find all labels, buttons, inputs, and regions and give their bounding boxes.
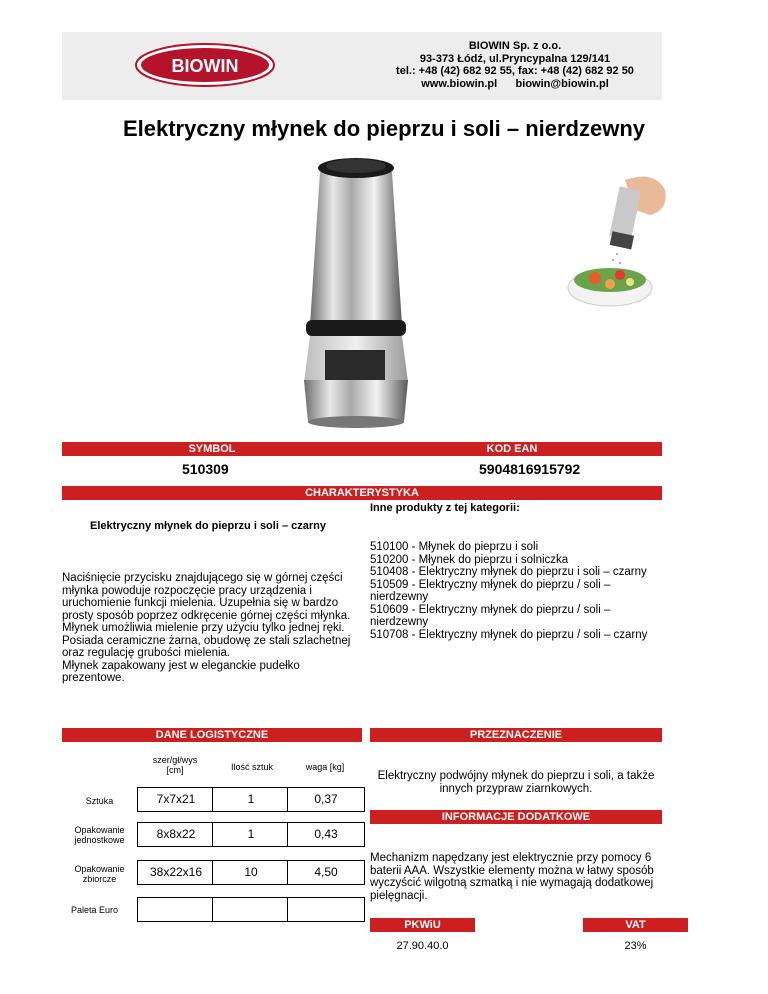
related-product-item: 510408 - Elektryczny młynek do pieprzu i soli – czarny [370,566,647,578]
description-line: uruchomienie funkcji mielenia. Uzupełnia się w bardzo [62,597,339,609]
description-line: oraz regulację grubości mielenia. [62,647,231,659]
description-line: Naciśnięcie przycisku znajdującego się w górnej części [62,572,343,584]
pallet-dimensions [137,897,215,922]
bulk-pack-quantity: 10 [212,860,290,885]
related-products-list [370,541,670,641]
piece-weight: 0,37 [287,787,365,812]
logistics-header: DANE LOGISTYCZNE [62,728,362,742]
related-product-item: 510200 - Młynek do pieprzu i solniczka [370,553,569,566]
description-line: Młynek umożliwia mielenie przy użyciu tylko jednej ręki. [62,622,345,634]
company-phone: tel.: +48 (42) 682 92 55, fax: +48 (42) 682 92 50 [396,65,634,77]
ean-value: 5904816915792 [479,461,581,477]
related-product-item: 510708 - Elektryczny młynek do pieprzu / soli – czarny [370,628,648,641]
pepper-grinder-image [300,150,430,430]
bulk-pack-dimensions: 38x22x16 [137,860,215,885]
vat-header: VAT [583,918,688,932]
company-info [340,40,690,90]
unit-pack-quantity: 1 [212,822,290,847]
purpose-header: PRZEZNACZENIE [370,728,662,742]
row-label-unit-pack: Opakowanie jednostkowe [74,825,125,845]
unit-pack-dimensions: 8x8x22 [137,822,215,847]
purpose-text: Elektryczny podwójny młynek do pieprzu i soli, a także innych przypraw ziarnkowych. [377,770,655,795]
additional-info-header: INFORMACJE DODATKOWE [370,810,662,824]
symbol-value: 510309 [182,461,229,477]
piece-dimensions: 7x7x21 [137,787,215,812]
col-dimensions: szer/gł/wys [cm] [152,755,198,775]
row-label-pallet: Paleta Euro [70,905,119,915]
company-address: 93-373 Łódź, ul.Pryncypalna 129/141 [419,52,611,65]
related-product-item: 510609 - Elektryczny młynek do pieprzu / soli – nierdzewny [370,603,611,628]
row-label-piece: Sztuka [85,796,114,806]
piece-quantity: 1 [212,787,290,812]
symbol-header: SYMBOL [62,442,362,456]
pkwiu-value: 27.90.40.0 [396,940,449,952]
product-variant: Elektryczny młynek do pieprzu i soli – czarny [90,520,326,532]
ean-header: KOD EAN [362,442,662,456]
description-line: prezentowe. [62,672,125,684]
related-products-title: Inne produkty z tej kategorii: [370,502,520,514]
related-product-item: 510100 - Młynek do pieprzu i soli [370,541,539,553]
biowin-logo [135,43,275,87]
pallet-weight [287,897,365,922]
pkwiu-header: PKWiU [370,918,475,932]
hand-with-grinder-over-salad-image [565,170,675,320]
col-quantity: Ilość sztuk [230,762,273,772]
logo-text: BIOWIN [171,56,239,76]
description-line: Młynek zapakowany jest w eleganckie pudełko [62,659,300,672]
related-product-item: 510509 - Elektryczny młynek do pieprzu / soli – nierdzewny [370,578,611,603]
characteristics-header: CHARAKTERYSTYKA [62,486,662,500]
additional-info-text: Mechanizm napędzany jest elektrycznie przy pomocy 6 baterii AAA. Wszystkie elementy można w łatwy sposób wyczyścić wilgotną szmatką i nie wymagają dodatkowej pielęgnacji. [370,852,654,902]
description-line: Posiada ceramiczne żarna, obudowę ze stali szlachetnej [62,634,351,647]
unit-pack-weight: 0,43 [287,822,365,847]
company-web: www.biowin.pl biowin@biowin.pl [421,77,609,90]
page-title: Elektryczny młynek do pieprzu i soli – nierdzewny [122,116,646,141]
description-line: młynka powoduje rozpoczęcie pracy urządzenia i [62,584,312,597]
description-line: prosty sposób poprzez odkręcenie górnej części młynka. [62,609,351,622]
product-description [62,572,362,685]
bulk-pack-weight: 4,50 [287,860,365,885]
row-label-bulk-pack: Opakowanie zbiorcze [74,864,125,884]
pallet-quantity [212,897,290,922]
vat-value: 23% [624,940,647,952]
company-name: BIOWIN Sp. z o.o. [468,40,562,52]
col-weight: waga [kg] [305,762,345,772]
